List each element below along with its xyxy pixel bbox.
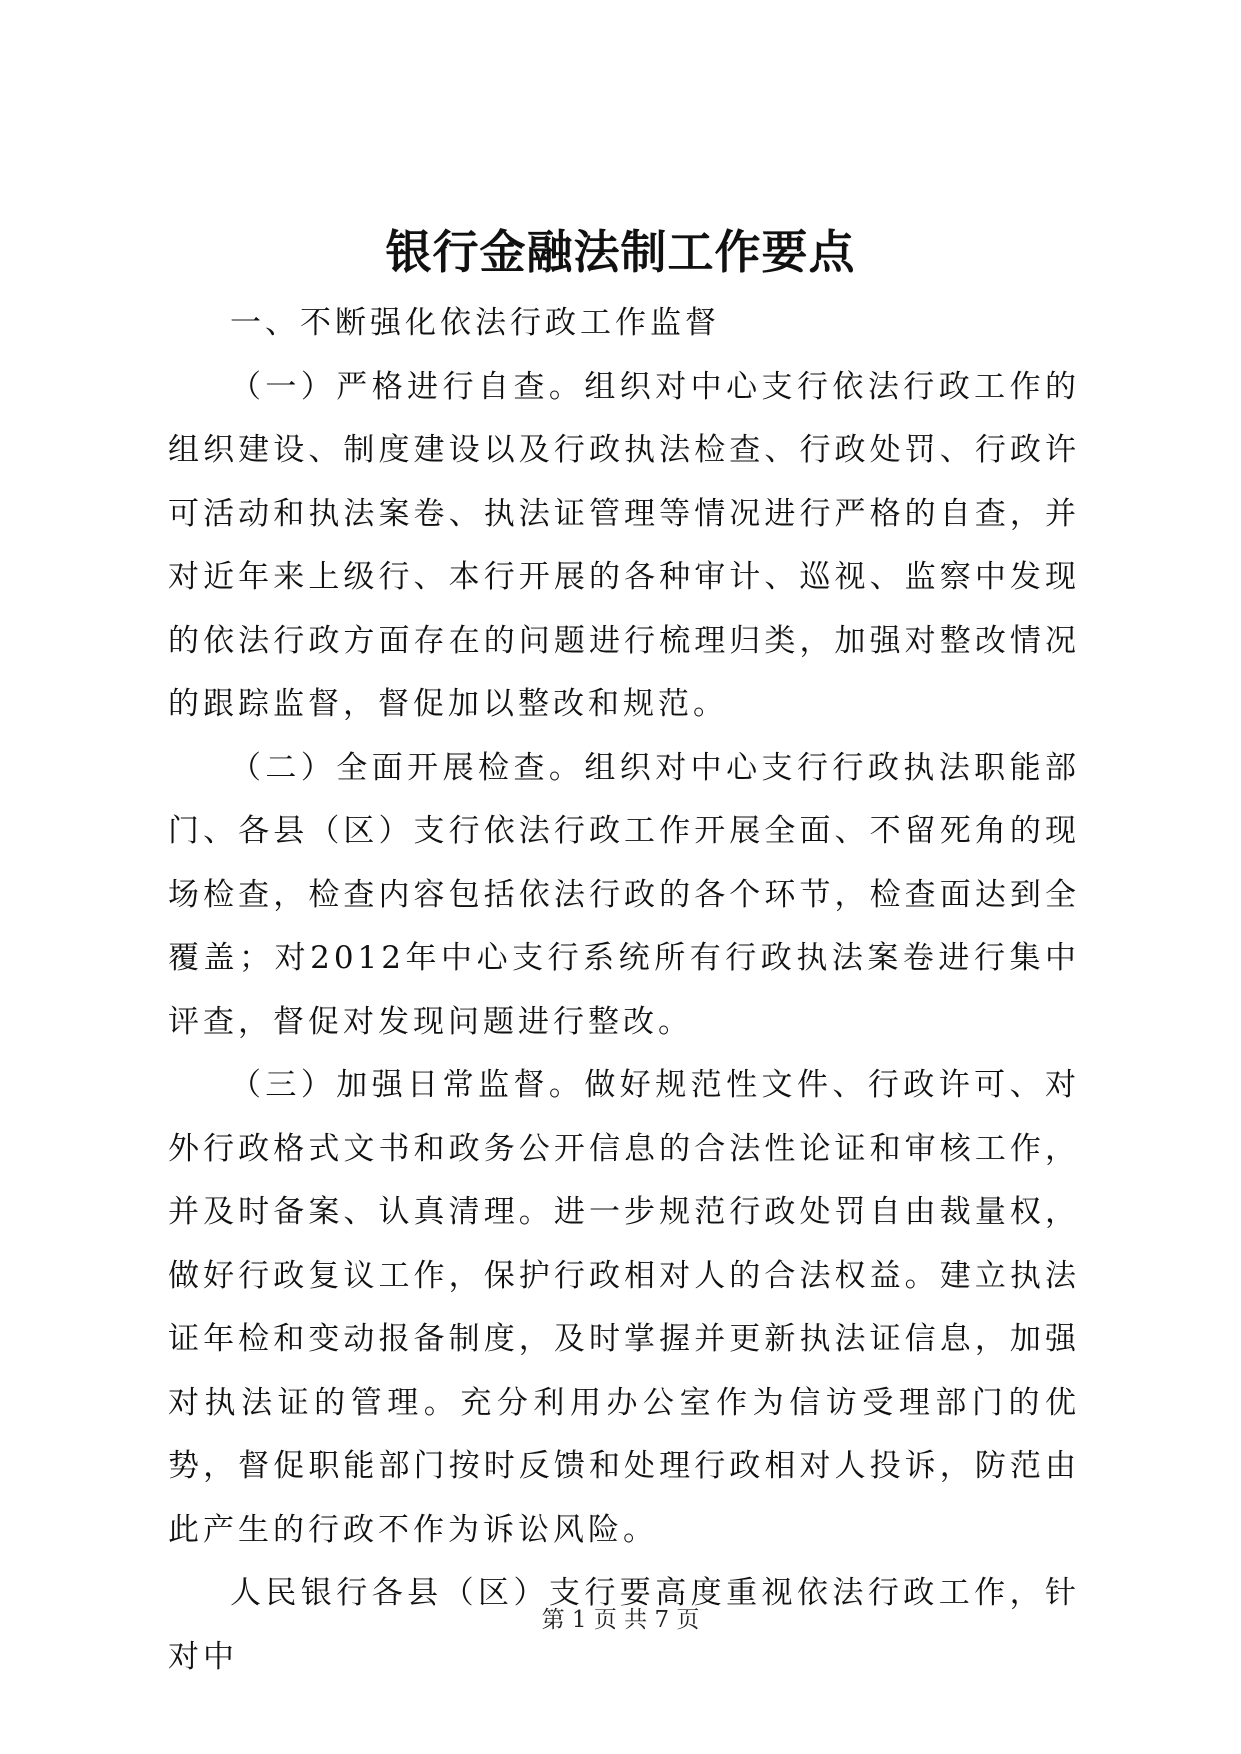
section-heading: 一、不断强化依法行政工作监督 [230, 305, 720, 341]
page-number-footer: 第 1 页 共 7 页 [541, 1607, 700, 1633]
paragraph-comprehensive-inspection: （二）全面开展检查。组织对中心支行行政执法职能部门、各县（区）支行依法行政工作开展全面、不留死角的现场检查，检查内容包括依法行政的各个环节，检查面达到全覆盖；对2012年中心支行系统所有行政执法案卷进行集中评查，督促对发现问题进行整改。 [168, 749, 1080, 1040]
paragraph-self-inspection: （一）严格进行自查。组织对中心支行依法行政工作的组织建设、制度建设以及行政执法检查、行政处罚、行政许可活动和执法案卷、执法证管理等情况进行严格的自查，并对近年来上级行、本行开展的各种审计、巡视、监察中发现的依法行政方面存在的问题进行梳理归类，加强对整改情况的跟踪监督，督促加以整改和规范。 [168, 368, 1080, 722]
document-title: 银行金融法制工作要点 [385, 225, 856, 279]
document-body [168, 292, 1080, 1689]
paragraph-county-branches: 人民银行各县（区）支行要高度重视依法行政工作，针对中 [168, 1575, 1080, 1675]
paragraph-daily-supervision: （三）加强日常监督。做好规范性文件、行政许可、对外行政格式文书和政务公开信息的合法性论证和审核工作，并及时备案、认真清理。进一步规范行政处罚自由裁量权，做好行政复议工作，保护行政相对人的合法权益。建立执法证年检和变动报备制度，及时掌握并更新执法证信息，加强对执法证的管理。充分利用办公室作为信访受理部门的优势，督促职能部门按时反馈和处理行政相对人投诉，防范由此产生的行政不作为诉讼风险。 [168, 1067, 1080, 1548]
